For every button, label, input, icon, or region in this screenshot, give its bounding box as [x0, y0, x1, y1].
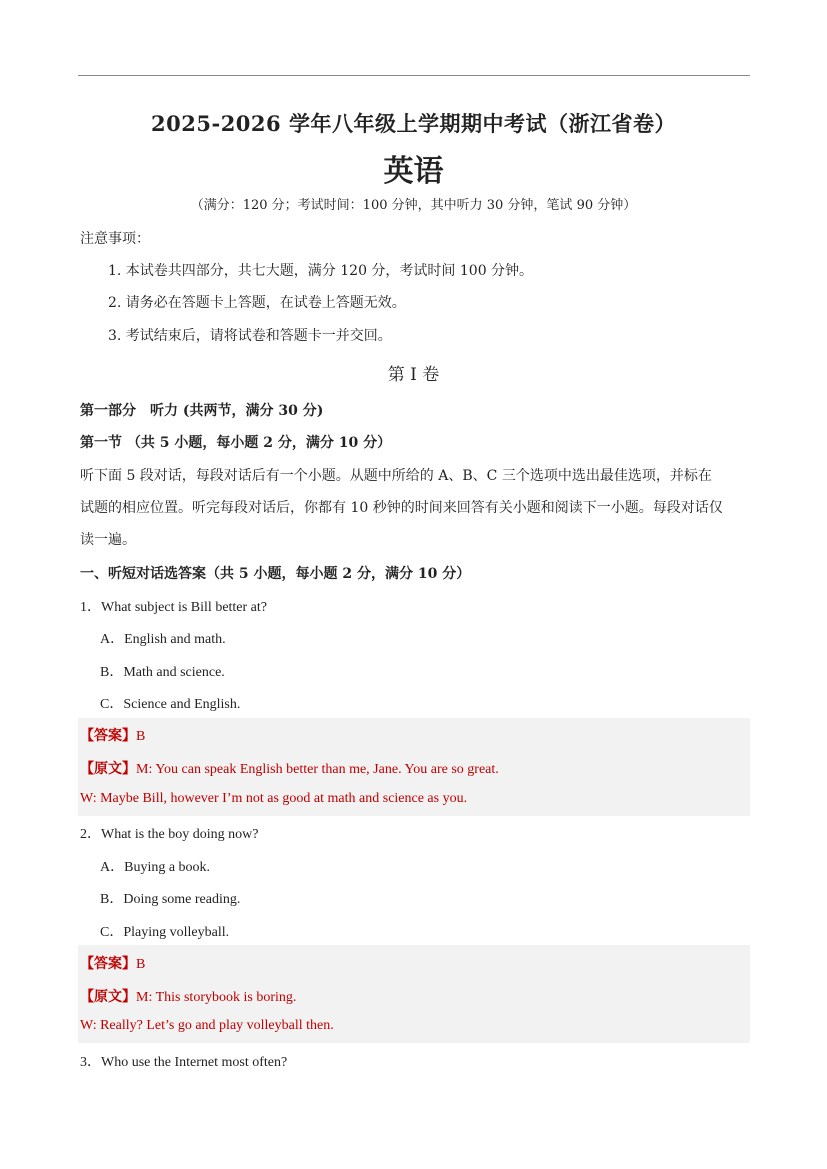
script-text: M: You can speak English better than me, Jane. You are so great.	[136, 762, 499, 777]
script-text: W: Really? Let’s go and play volleyball then.	[80, 1018, 334, 1033]
instruction-line: 听下面 5 段对话，每段对话后有一个小题。从题中所给的 A、B、C 三个选项中选出最佳选项，并标在	[80, 468, 712, 484]
exam-meta: （满分：120 分；考试时间：100 分钟，其中听力 30 分钟，笔试 90 分钟）	[190, 198, 637, 213]
part-heading: 第一部分 听力 (共两节，满分 30 分)	[80, 403, 324, 419]
option-a: A．Buying a book.	[100, 860, 211, 875]
instruction-line: 试题的相应位置。听完每段对话后，你都有 10 秒钟的时间来回答有关小题和阅读下一小题。每段对话仅	[80, 500, 723, 516]
script-line	[80, 758, 499, 778]
subject-title: 英语	[383, 154, 444, 189]
option-b: B．Math and science.	[100, 665, 225, 680]
option-b: B．Doing some reading.	[100, 892, 241, 907]
script-label: 【原文】	[80, 762, 136, 777]
notice-item: 2. 请务必在答题卡上答题，在试卷上答题无效。	[108, 295, 406, 311]
notice-item: 1. 本试卷共四部分，共七大题，满分 120 分，考试时间 100 分钟。	[108, 263, 534, 279]
answer-line	[80, 953, 145, 973]
section-heading: 第一节 （共 5 小题，每小题 2 分，满分 10 分）	[80, 435, 392, 451]
script-text: W: Maybe Bill, however I’m not as good at math and science as you.	[80, 791, 468, 806]
subsection-heading: 一、听短对话选答案（共 5 小题，每小题 2 分，满分 10 分）	[80, 566, 471, 582]
question-stem: 3．Who use the Internet most often?	[80, 1055, 288, 1070]
answer-label: 【答案】	[80, 957, 136, 972]
exam-title: 2025-2026 学年八年级上学期期中考试（浙江省卷）	[151, 111, 676, 136]
script-label: 【原文】	[80, 990, 136, 1005]
notice-label: 注意事项：	[80, 231, 150, 247]
question-stem: 1．What subject is Bill better at?	[80, 600, 268, 615]
question-stem: 2．What is the boy doing now?	[80, 827, 259, 842]
script-line	[80, 986, 296, 1006]
script-text: M: This storybook is boring.	[136, 990, 297, 1005]
option-c: C．Playing volleyball.	[100, 925, 230, 940]
header-rule	[78, 75, 750, 76]
answer-line	[80, 725, 145, 745]
answer-value: B	[136, 729, 146, 744]
answer-label: 【答案】	[80, 729, 136, 744]
option-a: A．English and math.	[100, 632, 226, 647]
volume-heading: 第 I 卷	[387, 365, 440, 385]
option-c: C．Science and English.	[100, 697, 241, 712]
notice-item: 3. 考试结束后，请将试卷和答题卡一并交回。	[108, 328, 392, 344]
answer-value: B	[136, 957, 146, 972]
instruction-line: 读一遍。	[80, 532, 136, 548]
